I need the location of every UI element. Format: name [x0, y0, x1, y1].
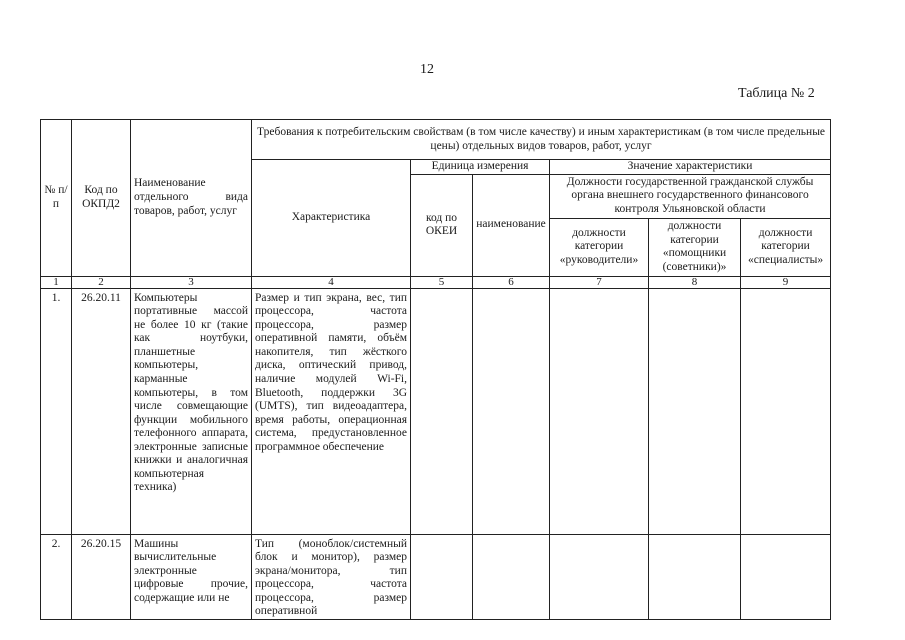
- header-requirements: Требования к потребительским свойствам (в том числе качеству) и иным характеристикам (в том числе предельные цены) отдельных видов товаров, работ, услуг: [252, 120, 831, 160]
- header-value-group: Значение характеристики: [550, 160, 831, 175]
- row-item-name: Машины вычислительные электронные цифровые прочие, содержащие или не: [131, 534, 252, 619]
- row-number: 1.: [41, 288, 72, 534]
- row-empty-cell: [550, 288, 649, 534]
- row-okpd-code: 26.20.11: [72, 288, 131, 534]
- column-number: 1: [41, 276, 72, 288]
- column-number: 3: [131, 276, 252, 288]
- column-number: 8: [649, 276, 741, 288]
- header-item-name: Наименование отдельного вида товаров, работ, услуг: [131, 120, 252, 277]
- header-positions-group: Должности государственной гражданской службы органа внешнего государственного финансового контроля Ульяновской области: [550, 174, 831, 218]
- header-okpd-code: Код по ОКПД2: [72, 120, 131, 277]
- row-empty-cell: [550, 534, 649, 619]
- header-category-assistants: должности категории «помощники (советники)»: [649, 218, 741, 276]
- row-characteristic: Размер и тип экрана, вес, тип процессора, частота процессора, размер оперативной памяти, объём накопителя, тип жёсткого диска, оптический привод, наличие модулей Wi-Fi, Bluetooth, поддержки 3G (UMTS), тип видеоадаптера, время работы, операционная система, предустановленное программное обеспечение: [252, 288, 411, 534]
- header-category-heads: должности категории «руководители»: [550, 218, 649, 276]
- row-number: 2.: [41, 534, 72, 619]
- row-empty-cell: [649, 534, 741, 619]
- column-number: 7: [550, 276, 649, 288]
- row-empty-cell: [473, 534, 550, 619]
- header-category-specialists: должности категории «специалисты»: [741, 218, 831, 276]
- row-empty-cell: [649, 288, 741, 534]
- column-number: 2: [72, 276, 131, 288]
- header-unit-name: наименование: [473, 174, 550, 276]
- header-no: № п/п: [41, 120, 72, 277]
- table-caption: Таблица № 2: [738, 86, 815, 101]
- column-number: 9: [741, 276, 831, 288]
- column-number: 4: [252, 276, 411, 288]
- column-number: 5: [411, 276, 473, 288]
- row-empty-cell: [411, 288, 473, 534]
- table-row: [41, 288, 831, 534]
- column-number-row: [41, 276, 831, 288]
- row-empty-cell: [741, 534, 831, 619]
- row-empty-cell: [741, 288, 831, 534]
- row-empty-cell: [411, 534, 473, 619]
- page-number: 12: [420, 62, 434, 77]
- row-characteristic: Тип (моноблок/системный блок и монитор), размер экрана/монитора, тип процессора, частота процессора, размер оперативной: [252, 534, 411, 619]
- row-item-name: Компьютеры портативные массой не более 10 кг (такие как ноутбуки, планшетные компьютеры, карманные компьютеры, в том числе совмещающие функции мобильного телефонного аппарата, электронные записные книжки и аналогичная компьютерная техника): [131, 288, 252, 534]
- header-unit-code: код по ОКЕИ: [411, 174, 473, 276]
- column-number: 6: [473, 276, 550, 288]
- header-unit-group: Единица измерения: [411, 160, 550, 175]
- row-empty-cell: [473, 288, 550, 534]
- row-okpd-code: 26.20.15: [72, 534, 131, 619]
- header-characteristic: Характеристика: [252, 160, 411, 277]
- table-row: [41, 534, 831, 619]
- requirements-table: [40, 119, 831, 620]
